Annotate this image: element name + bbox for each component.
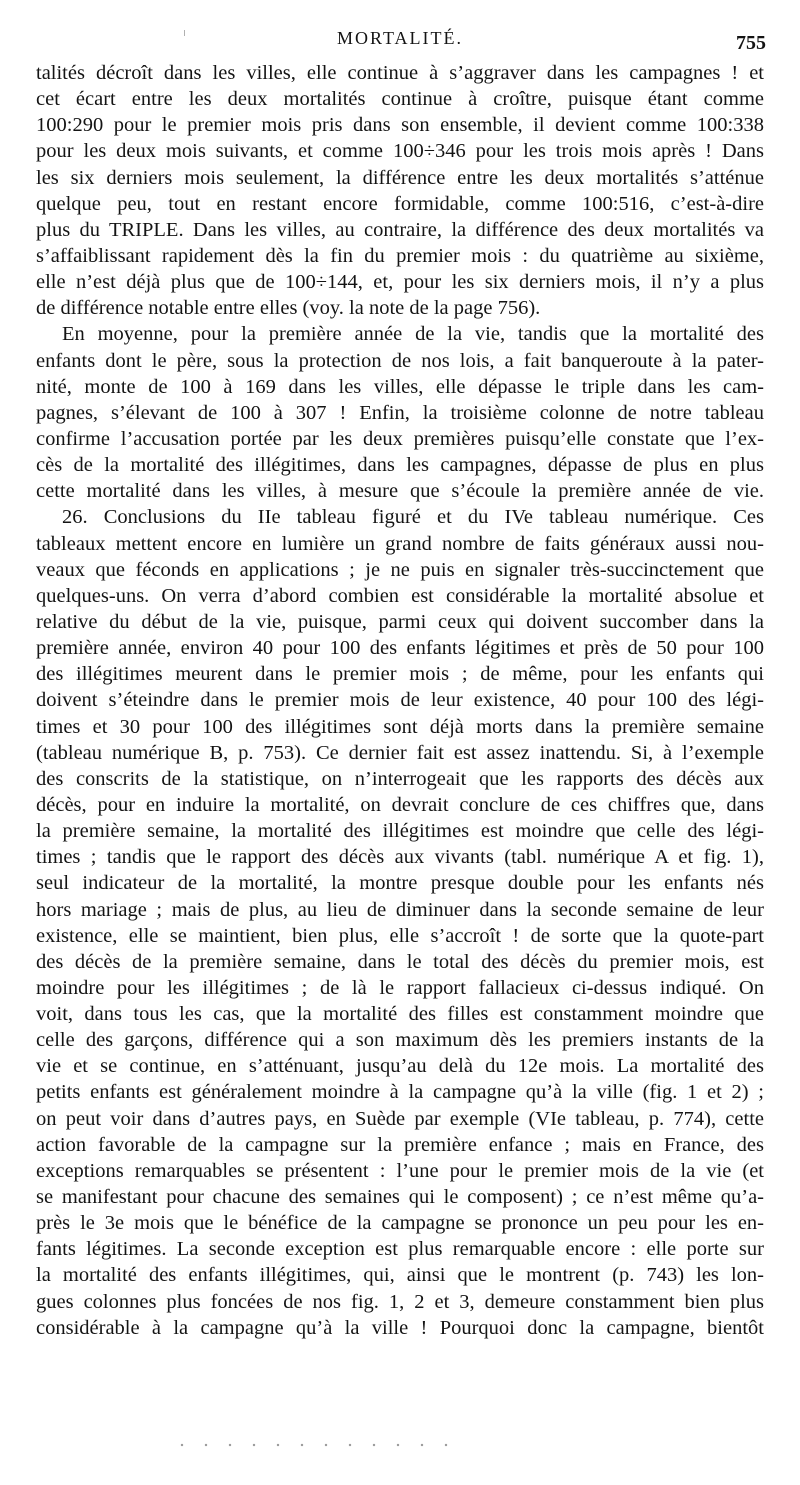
text-line: petits enfants est généralement moindre à la campagne qu’à la ville (fig. 1 et 2) ; — [36, 1081, 764, 1104]
page-number: 755 — [736, 32, 766, 54]
running-title: MORTALITÉ. — [337, 28, 463, 48]
text-line: des décès de la première semaine, dans le total des décès du premier mois, est — [36, 950, 764, 973]
text-line: les six derniers mois seulement, la différence entre les deux mortalités s’atténue — [36, 166, 764, 189]
text-line: times et 30 pour 100 des illégitimes sont déjà morts dans la première semaine — [36, 715, 764, 738]
text-line: des illégitimes meurent dans le premier mois ; de même, pour les enfants qui — [36, 663, 764, 686]
text-line: la première semaine, la mortalité des illégitimes est moindre que celle des légi- — [36, 820, 764, 843]
text-line: plus du TRIPLE. Dans les villes, au contraire, la différence des deux mortalités va — [36, 218, 764, 241]
text-line: s’affaiblissant rapidement dès la fin du premier mois : du quatrième au sixième, — [36, 244, 764, 267]
text-line: action favorable de la campagne sur la première enfance ; mais en France, des — [36, 1133, 764, 1156]
text-line: hors mariage ; mais de plus, au lieu de diminuer dans la seconde semaine de leur — [36, 898, 764, 921]
text-line: se manifestant pour chacune des semaines qui le composent) ; ce n’est même qu’a- — [36, 1186, 764, 1209]
body-text — [36, 60, 764, 1341]
text-line: vie et se continue, en s’atténuant, jusqu’au delà du 12e mois. La mortalité des — [36, 1055, 764, 1078]
text-line: seul indicateur de la mortalité, la montre presque double pour les enfants nés — [36, 872, 764, 895]
text-line: pagnes, s’élevant de 100 à 307 ! Enfin, la troisième colonne de notre tableau — [36, 401, 764, 424]
text-line: elle n’est déjà plus que de 100÷144, et, pour les six derniers mois, il n’y a plus — [36, 271, 764, 294]
text-line: considérable à la campagne qu’à la ville ! Pourquoi donc la campagne, bientôt — [36, 1316, 764, 1339]
text-line: 26. Conclusions du IIe tableau figuré et du IVe tableau numérique. Ces — [62, 506, 764, 529]
text-line: première année, environ 40 pour 100 des enfants légitimes et près de 50 pour 100 — [36, 637, 764, 660]
text-line: doivent s’éteindre dans le premier mois de leur existence, 40 pour 100 des légi- — [36, 689, 764, 712]
text-line: moindre pour les illégitimes ; de là le rapport fallacieux ci-dessus indiqué. On — [36, 976, 764, 999]
text-line: nité, monte de 100 à 169 dans les villes, elle dépasse le triple dans les cam- — [36, 375, 764, 398]
footer-print-marks — [170, 1443, 460, 1447]
text-line: cès de la mortalité des illégitimes, dans les campagnes, dépasse de plus en plus — [36, 454, 764, 477]
page-header — [34, 28, 766, 54]
text-line: tableaux mettent encore en lumière un grand nombre de faits généraux aussi nou- — [36, 532, 764, 555]
text-line: près le 3e mois que le bénéfice de la campagne se prononce un peu pour les en- — [36, 1212, 764, 1235]
text-line: relative du début de la vie, puisque, parmi ceux qui doivent succomber dans la — [36, 610, 764, 633]
text-line: existence, elle se maintient, bien plus, elle s’accroît ! de sorte que la quote-part — [36, 924, 764, 947]
text-line: des conscrits de la statistique, on n’interrogeait que les rapports des décès aux — [36, 767, 764, 790]
text-line: on peut voir dans d’autres pays, en Suède par exemple (VIe tableau, p. 774), cette — [36, 1107, 764, 1130]
text-line: En moyenne, pour la première année de la vie, tandis que la mortalité des — [62, 323, 764, 346]
text-line: exceptions remarquables se présentent : l’une pour le premier mois de la vie (et — [36, 1159, 764, 1182]
text-line: celle des garçons, différence qui a son maximum dès les premiers instants de la — [36, 1029, 764, 1052]
text-line: cette mortalité dans les villes, à mesure que s’écoule la première année de vie. — [36, 480, 764, 503]
text-line: 100:290 pour le premier mois pris dans son ensemble, il devient comme 100:338 — [36, 114, 764, 137]
text-line: voit, dans tous les cas, que la mortalité des filles est constamment moindre que — [36, 1003, 764, 1026]
text-line: times ; tandis que le rapport des décès aux vivants (tabl. numérique A et fig. 1), — [36, 846, 764, 869]
text-line: (tableau numérique B, p. 753). Ce dernier fait est assez inattendu. Si, à l’exemple — [36, 741, 764, 764]
text-line: enfants dont le père, sous la protection de nos lois, a fait banqueroute à la pater- — [36, 349, 764, 372]
text-line: fants légitimes. La seconde exception est plus remarquable encore : elle porte sur — [36, 1238, 764, 1261]
text-line: décès, pour en induire la mortalité, on devrait conclure de ces chiffres que, dans — [36, 793, 764, 816]
text-line: quelques-uns. On verra d’abord combien est considérable la mortalité absolue et — [36, 584, 764, 607]
text-line: quelque peu, tout en restant encore formidable, comme 100:516, c’est-à-dire — [36, 192, 764, 215]
text-line: talités décroît dans les villes, elle continue à s’aggraver dans les campagnes ! et — [36, 62, 764, 84]
text-line: la mortalité des enfants illégitimes, qui, ainsi que le montrent (p. 743) les lon- — [36, 1264, 764, 1287]
text-line: veaux que féconds en applications ; je ne puis en signaler très-succinctement que — [36, 558, 764, 581]
text-line: de différence notable entre elles (voy. la note de la page 756). — [36, 297, 541, 320]
text-line: confirme l’accusation portée par les deux premières puisqu’elle constate que l’ex- — [36, 427, 764, 450]
text-line: gues colonnes plus foncées de nos fig. 1, 2 et 3, demeure constamment bien plus — [36, 1290, 764, 1313]
text-line: pour les deux mois suivants, et comme 100÷346 pour les trois mois après ! Dans — [36, 140, 764, 163]
text-line: cet écart entre les deux mortalités continue à croître, puisque étant comme — [36, 88, 764, 111]
